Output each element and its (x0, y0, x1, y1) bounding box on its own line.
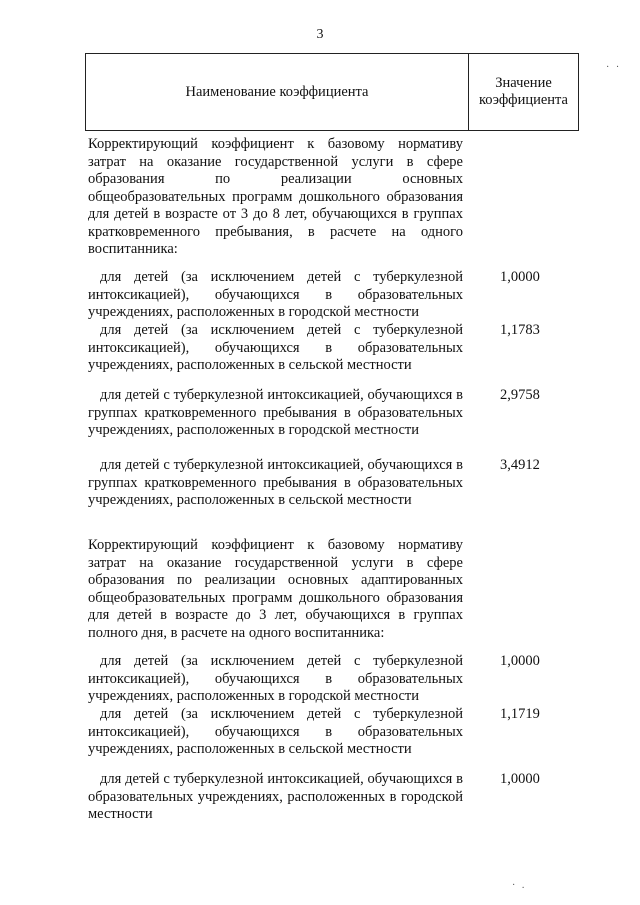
section-2-row-3-value: 1,0000 (500, 771, 540, 787)
header-coefficient-value: Значение коэффициента (478, 75, 568, 108)
section-1-intro: Корректирующий коэффициент к базовому нормативу затрат на оказание государственной услуги в сфере образования по реализации основных общеобразовательных программ дошкольного образования для детей в возрасте от 3 до 8 лет, обучающихся в группах кратковременного пребывания, в расчете на одного воспитанника: (88, 136, 463, 257)
section-2-row-2-text: для детей (за исключением детей с туберкулезной интоксикацией), обучающихся в образовательных учреждениях, расположенных в сельской местности (88, 706, 463, 757)
section-2-row-1-value: 1,0000 (500, 653, 540, 669)
section-1-row-3-value: 2,9758 (500, 387, 540, 403)
section-2-row-3-text: для детей с туберкулезной интоксикацией, обучающихся в образовательных учреждениях, расположенных в городской местности (88, 771, 463, 822)
section-2-row-2-value: 1,1719 (500, 706, 540, 722)
header-coefficient-name: Наименование коэффициента (185, 83, 369, 100)
scan-artifact-mark: · · (606, 62, 622, 73)
section-1-row-2-text: для детей (за исключением детей с туберкулезной интоксикацией), обучающихся в образовательных учреждениях, расположенных в сельской местности (88, 322, 463, 373)
section-2-row-1-text: для детей (за исключением детей с туберкулезной интоксикацией), обучающихся в образовательных учреждениях, расположенных в городской местности (88, 653, 463, 704)
section-1-row-4-text: для детей с туберкулезной интоксикацией, обучающихся в группах кратковременного пребывания в образовательных учреждениях, расположенных в сельской местности (88, 457, 463, 508)
section-1-row-2-value: 1,1783 (500, 322, 540, 338)
section-2-intro: Корректирующий коэффициент к базовому нормативу затрат на оказание государственной услуги в сфере образования по реализации основных адаптированных общеобразовательных программ дошкольного образования для детей в возрасте до 3 лет, обучающихся в группах полного дня, в расчете на одного воспитанника: (88, 537, 463, 641)
scan-artifact-mark: · . (512, 880, 527, 891)
table-header (85, 53, 579, 131)
section-1-row-1-value: 1,0000 (500, 269, 540, 285)
section-1-row-1-text: для детей (за исключением детей с туберкулезной интоксикацией), обучающихся в образовательных учреждениях, расположенных в городской местности (88, 269, 463, 320)
section-1-row-4-value: 3,4912 (500, 457, 540, 473)
section-1-row-3-text: для детей с туберкулезной интоксикацией, обучающихся в группах кратковременного пребывания в образовательных учреждениях, расположенных в городской местности (88, 387, 463, 438)
page-number: 3 (316, 27, 324, 42)
